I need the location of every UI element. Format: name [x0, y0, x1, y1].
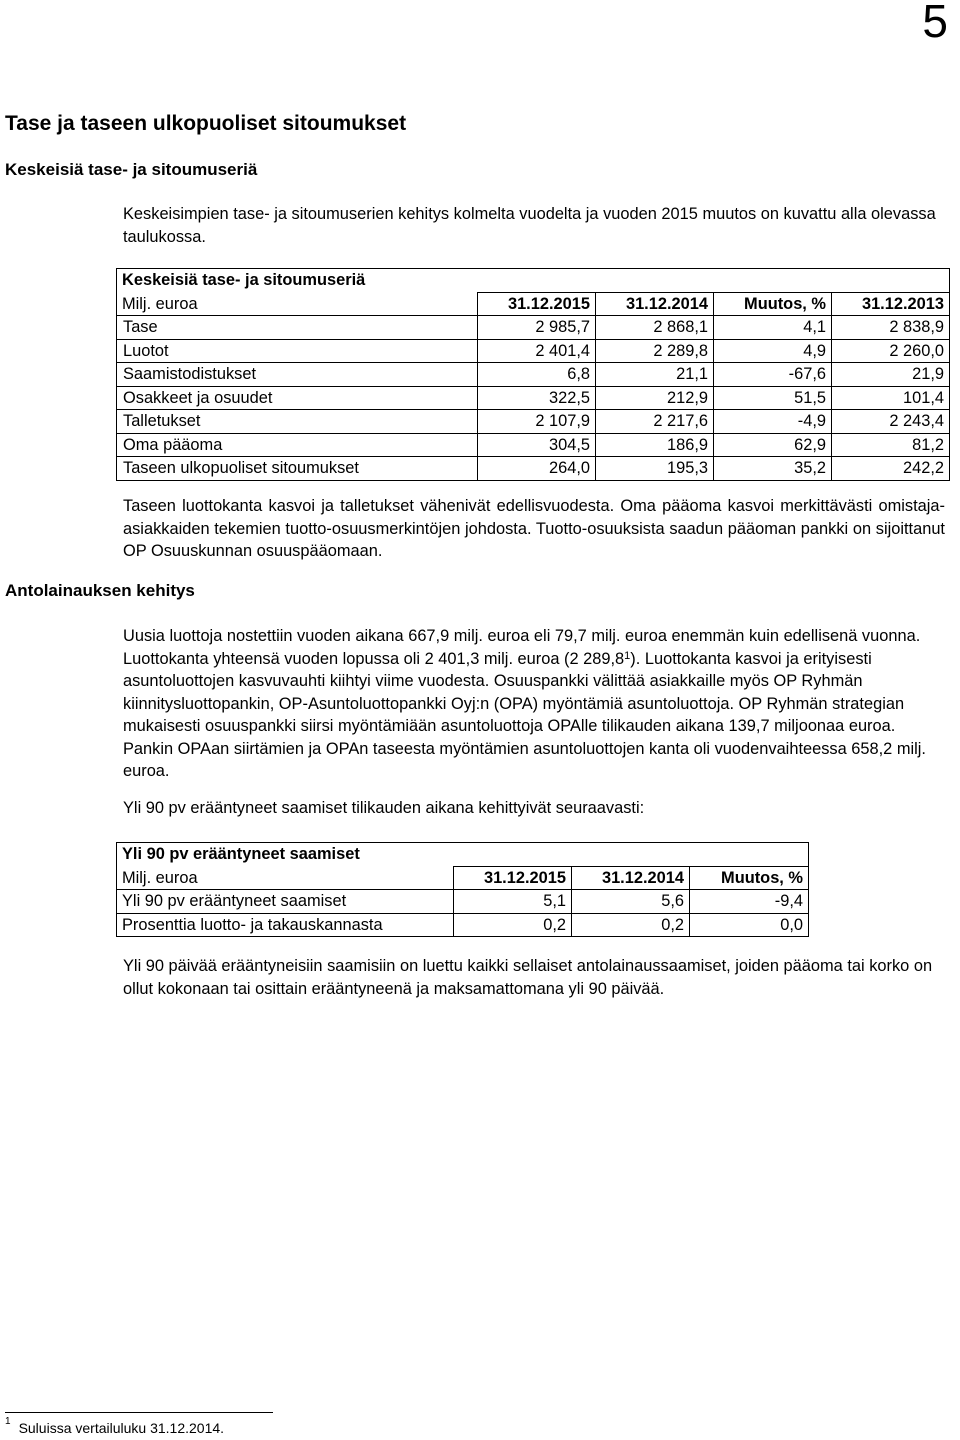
overdue-definition-text: Yli 90 päivää erääntyneisiin saamisiin on luettu kaikki sellaiset antolainaussaamiset, joiden pääoma tai korko on ollut kokonaan tai osittain erääntyneenä ja maksamattomana yli 90 päivää. [123, 957, 933, 998]
row-label: Saamistodistukset [117, 363, 478, 387]
table-cell: -67,6 [714, 363, 832, 387]
overdue-intro-text: Yli 90 pv erääntyneet saamiset tilikauden aikana kehittyivät seuraavasti: [123, 799, 645, 817]
table-cell: 186,9 [596, 433, 714, 457]
row-label: Taseen ulkopuoliset sitoumukset [117, 457, 478, 481]
page-number: 5 [922, 0, 948, 47]
column-header: 31.12.2015 [478, 292, 596, 316]
table-cell: 2 985,7 [478, 316, 596, 340]
table-row [117, 890, 809, 914]
footnote-number: 1 [5, 1416, 11, 1427]
table-cell: 6,8 [478, 363, 596, 387]
row-label: Luotot [117, 339, 478, 363]
table-cell: 195,3 [596, 457, 714, 481]
table-cell: -9,4 [690, 890, 809, 914]
row-label: Prosenttia luotto- ja takauskannasta [117, 913, 454, 937]
table-cell: 2 217,6 [596, 410, 714, 434]
table-cell: 5,6 [572, 890, 690, 914]
footnote-reference: 1 [624, 649, 631, 662]
table-row [117, 433, 950, 457]
table-row [117, 339, 950, 363]
table-cell: 2 838,9 [832, 316, 950, 340]
table-cell: 101,4 [832, 386, 950, 410]
table-cell: 35,2 [714, 457, 832, 481]
overdue-definition [123, 955, 945, 1000]
footnote-text: Suluissa vertailuluku 31.12.2014. [18, 1420, 225, 1436]
footnote [5, 1416, 225, 1436]
row-label: Yli 90 pv erääntyneet saamiset [117, 890, 454, 914]
intro-text: Keskeisimpien tase- ja sitoumuserien kehitys kolmelta vuodelta ja vuoden 2015 muutos on kuvattu alla olevassa taulukossa. [123, 205, 936, 246]
table-cell: 0,2 [572, 913, 690, 937]
key-items-table [116, 268, 950, 481]
balance-commentary-text: Taseen luottokanta kasvoi ja talletukset vähenivät edellisvuodesta. Oma pääoma kasvoi merkittävästi omistaja-asiakkaiden tekemien tuotto-osuusmerkintöjen johdosta. Tuotto-osuuksista saadun pääoman pankki on sijoittanut OP Osuuskunnan osuuspääomaan. [123, 497, 945, 560]
table-title: Keskeisiä tase- ja sitoumuseriä [117, 269, 950, 293]
table-cell: 304,5 [478, 433, 596, 457]
table-cell: 81,2 [832, 433, 950, 457]
table-cell: 62,9 [714, 433, 832, 457]
table-row [117, 386, 950, 410]
table-row [117, 363, 950, 387]
column-header: 31.12.2014 [572, 866, 690, 890]
table-cell: 2 289,8 [596, 339, 714, 363]
row-label: Oma pääoma [117, 433, 478, 457]
table-row [117, 457, 950, 481]
table-cell: 2 401,4 [478, 339, 596, 363]
row-label: Tase [117, 316, 478, 340]
table-unit: Milj. euroa [117, 866, 454, 890]
table-cell: 2 260,0 [832, 339, 950, 363]
lending-text-part1: Uusia luottoja nostettiin vuoden aikana 667,9 milj. euroa eli 79,7 milj. euroa enemmän kuin edellisenä vuonna. Luottokanta yhteensä vuoden lopussa oli 2 401,3 milj. euroa (2 289,8 [123, 627, 921, 668]
table-cell: 242,2 [832, 457, 950, 481]
overdue-intro [123, 797, 945, 820]
table-cell: 2 243,4 [832, 410, 950, 434]
balance-commentary [123, 495, 945, 563]
column-header: Muutos, % [690, 866, 809, 890]
table-row [117, 913, 809, 937]
lending-text [123, 625, 945, 783]
table-title: Yli 90 pv erääntyneet saamiset [117, 843, 809, 867]
column-header: 31.12.2015 [454, 866, 572, 890]
table-row [117, 316, 950, 340]
table-cell: 21,9 [832, 363, 950, 387]
table-cell: 2 868,1 [596, 316, 714, 340]
intro-paragraph [123, 203, 945, 248]
overdue-receivables-table [116, 842, 809, 937]
table-cell: 264,0 [478, 457, 596, 481]
table-cell: -4,9 [714, 410, 832, 434]
table-cell: 212,9 [596, 386, 714, 410]
table-cell: 51,5 [714, 386, 832, 410]
lending-text-part2: ). Luottokanta kasvoi ja erityisesti asuntoluottojen kasvuvauhti kiihtyi viime vuodesta. Osuuspankki välittää asiakkaille myös OP Ryhmän kiinnitysluottopankin, OP-Asuntoluottopankki Oyj:n (OPA) myöntämiä asuntoluottoja. OP Ryhmän strategian mukaisesti osuuspankki siirsi myöntämiään asuntoluottoja OPAlle tilikauden aikana 139,7 miljoonaa euroa. Pankin OPAan siirtämien ja OPAn taseesta myöntämien asuntoluottojen kanta oli vuodenvaihteessa 658,2 milj. euroa. [123, 649, 926, 780]
table-cell: 322,5 [478, 386, 596, 410]
table-cell: 5,1 [454, 890, 572, 914]
table-row [117, 410, 950, 434]
footnote-divider [5, 1412, 273, 1413]
row-label: Osakkeet ja osuudet [117, 386, 478, 410]
column-header: 31.12.2014 [596, 292, 714, 316]
table-cell: 4,9 [714, 339, 832, 363]
section-heading-key-items: Keskeisiä tase- ja sitoumuseriä [5, 160, 258, 179]
column-header: Muutos, % [714, 292, 832, 316]
table-cell: 0,2 [454, 913, 572, 937]
table-unit: Milj. euroa [117, 292, 478, 316]
lending-paragraph [123, 625, 945, 783]
table-cell: 4,1 [714, 316, 832, 340]
row-label: Talletukset [117, 410, 478, 434]
table-cell: 2 107,9 [478, 410, 596, 434]
table-cell: 21,1 [596, 363, 714, 387]
section-heading-lending: Antolainauksen kehitys [5, 581, 195, 600]
table-cell: 0,0 [690, 913, 809, 937]
column-header: 31.12.2013 [832, 292, 950, 316]
page-title: Tase ja taseen ulkopuoliset sitoumukset [5, 112, 407, 135]
